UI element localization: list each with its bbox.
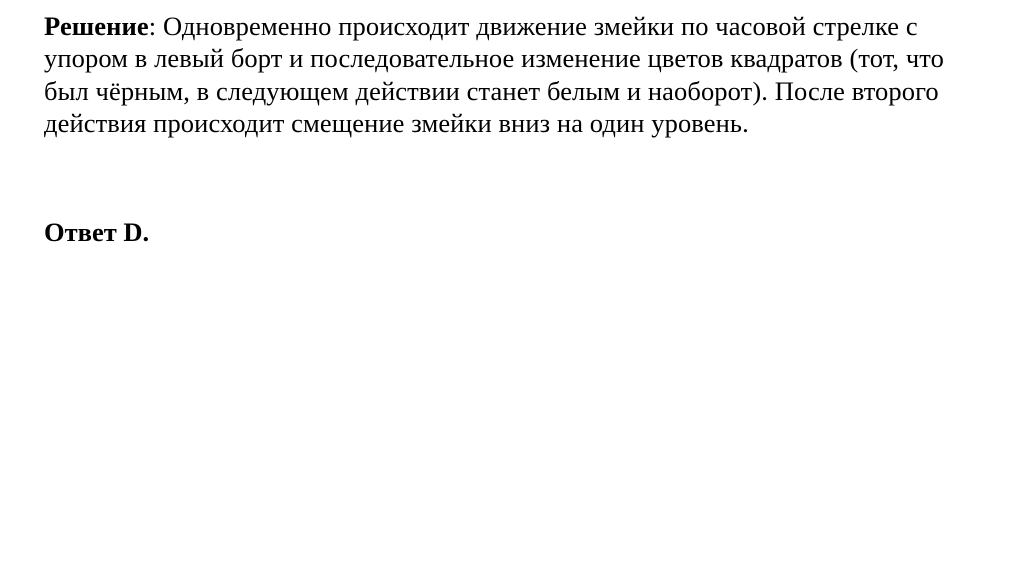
- solution-text: Одновременно происходит движение змейки по часовой стрелке с упором в левый борт и последовательное изменение цветов квадратов (тот, что был чёрным, в следующем действии станет белым и наоборот). После второго действия происходит смещение змейки вниз на один уровень.: [44, 11, 944, 138]
- answer-paragraph: Ответ D.: [44, 217, 150, 247]
- solution-block: [44, 10, 994, 139]
- solution-paragraph: [44, 10, 994, 139]
- solution-label: Решение: [44, 11, 149, 41]
- solution-label-separator: :: [148, 11, 163, 41]
